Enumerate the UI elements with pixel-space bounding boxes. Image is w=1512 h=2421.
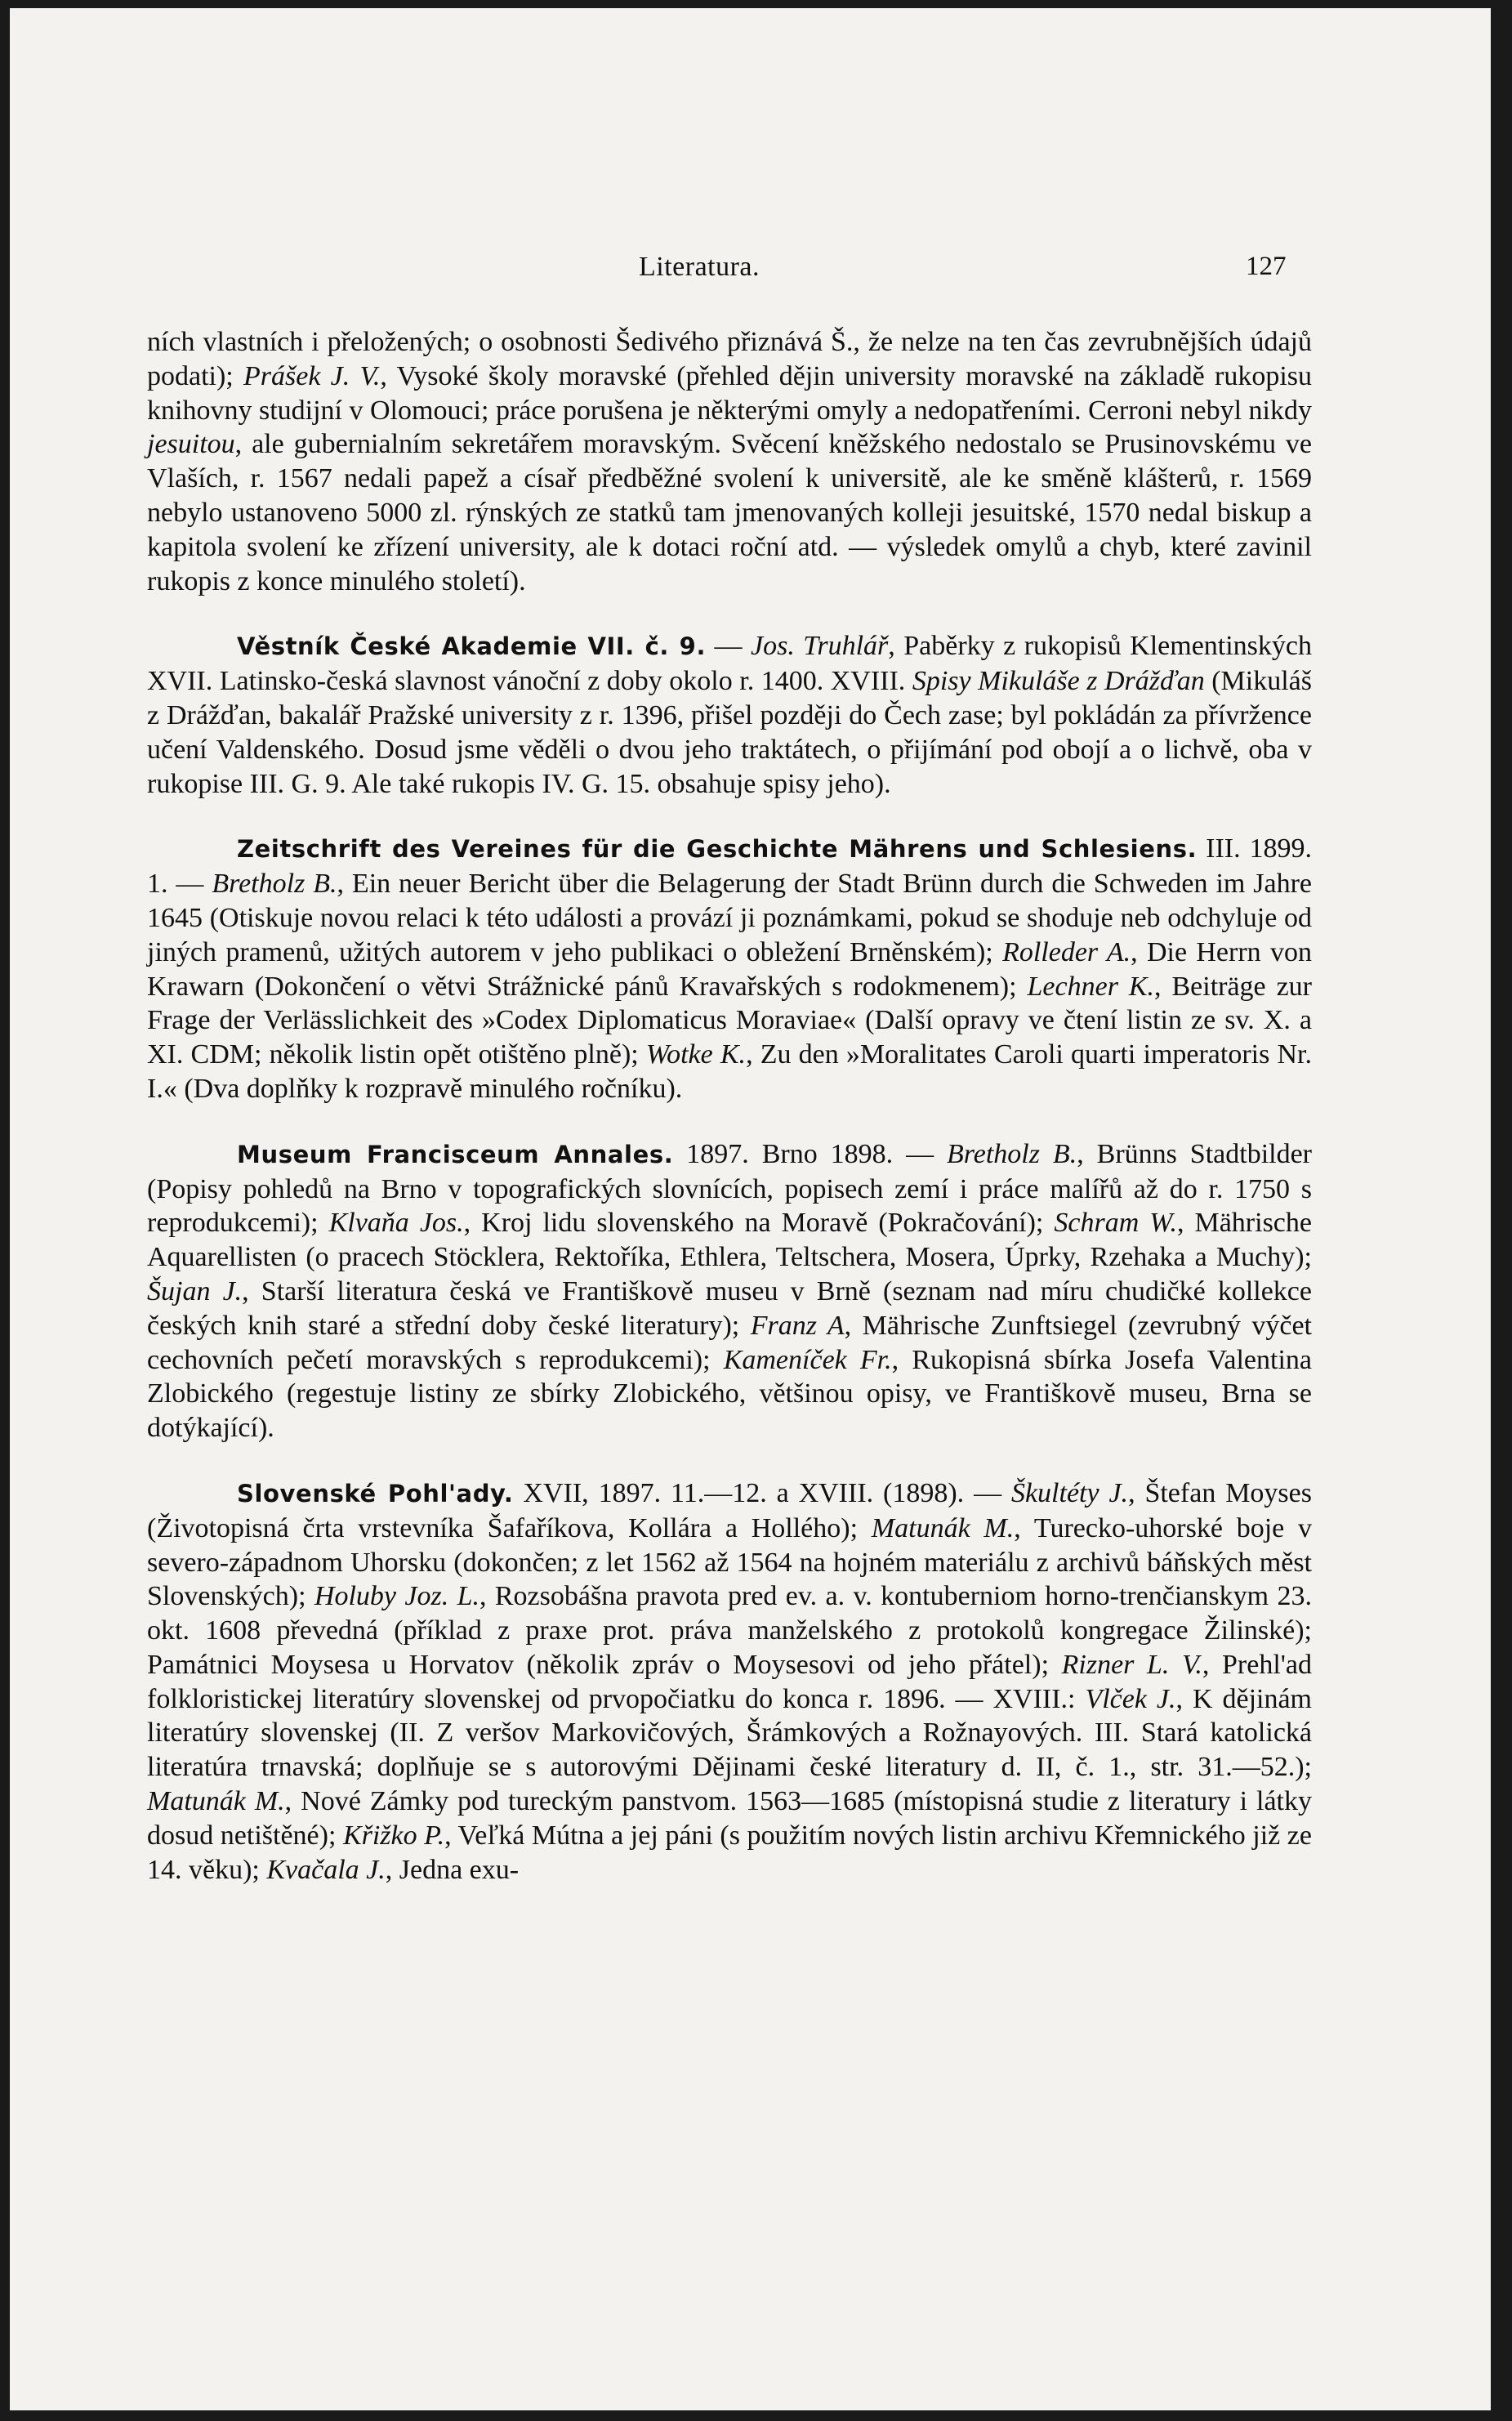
text-run: , Die Herrn von Krawarn (Dokončení o větvi Strážnické pánů Kravařských s rodokmenem); [147,936,1312,1002]
author-name: Spisy Mikuláše z Drážďan [912,666,1205,697]
paragraph-4 [147,1137,1312,1445]
journal-title: Zeitschrift des Vereines für die Geschichte Mährens und Schlesiens. [237,835,1198,864]
body-text [147,325,1312,1887]
text-run: , Mährische Zunftsiegel (zevrubný výčet cechovních pečetí moravských s reprodukcemi); [147,1310,1312,1375]
author-name: Matunák M. [871,1512,1015,1543]
author-name: Jos. Truhlář [751,631,889,662]
author-name: Schram W. [1054,1208,1177,1239]
author-name: Kvačala J. [266,1854,386,1885]
author-name: jesuitou [147,429,235,460]
author-name: Prášek J. V. [243,360,381,391]
journal-title: Slovenské Pohl'ady. [237,1479,514,1508]
text-run: ních vlastních i přeložených; o osobnosti Šedivého přiznává Š., že nelze na ten čas zevrubnějších údajů podati); [147,327,1312,391]
page-number: 127 [1246,252,1287,281]
author-name: Lechner K. [1027,971,1155,1002]
paragraph-3 [147,832,1312,1106]
text-run: — [706,631,752,662]
author-name: Bretholz B. [947,1138,1077,1169]
text-run: , Nové Zámky pod tureckým panstvom. 1563—1685 (místopisná studie z literatury i látky dosud netištěné); [147,1786,1312,1851]
text-run: , ale gubernialním sekretářem moravským. Svěcení kněžského nedostalo se Prusinovskému ve Vlaších, r. 1567 nedali papež a císař předběžné svolení k universitě, ale ke směně klášterů, r. 1569 nebylo ustanoveno 5000 zl. rýnských ze statků tam jmenovaných kolleji jesuitské, 1570 nedal biskup a kapitola svolení ke zřízení university, ale k dotaci roční atd. — výsledek omylů a chyb, které zavinil rukopis z konce minulého století). [147,429,1312,596]
text-run: , Paběrky z rukopisů Klementinských XVII. Latinsko-česká slavnost vánoční z doby okolo r. 1400. XVIII. [147,631,1313,697]
text-run: III. 1899. 1. — [147,833,1313,900]
text-run: 1897. Brno 1898. — [673,1138,948,1169]
text-run: , Zu den »Moralitates Caroli quarti imperatoris Nr. I.« (Dva doplňky k rozpravě minulého ročníku). [147,1039,1312,1104]
author-name: Šujan J. [147,1275,243,1307]
paragraph-5 [147,1476,1312,1887]
author-name: Škultéty J. [1010,1477,1129,1508]
text-run: , Rukopisná sbírka Josefa Valentina Zlobického (regestuje listiny ze sbírky Zlobického, většinou opisy, ve Františkově museu, Brna se dotýkající). [147,1344,1312,1444]
journal-title: Museum Francisceum Annales. [237,1140,674,1168]
paragraph-1 [147,325,1312,598]
text-run: , Štefan Moyses (Životopisná črta vrstevníka Šafaříkova, Kollára a Hollého); [147,1477,1312,1543]
journal-title: Věstník České Akademie VII. č. 9. [237,632,707,661]
text-run: , K dějinám literatúry slovenskej (II. Z veršov Markovičových, Šrámkových a Rožnayových. III. Stará katolická literatúra trnavská; doplňuje se s autorovými Dějinami české literatury d. II, č. 1., str. 31.—52.); [147,1683,1313,1783]
paragraph-2 [147,629,1312,801]
text-run: , Prehl'ad folkloristickej literatúry slovenskej od prvopočiatku do konca r. 1896. — XVIII.: [147,1649,1312,1714]
text-run: , Vysoké školy moravské (přehled dějin university moravské na základě rukopisu knihovny studijní v Olomouci; práce porušena je některými omyly a nedopatřeními. Cerroni nebyl nikdy [147,360,1312,426]
text-run: , Jedna exu- [385,1854,520,1885]
text-run: , Kroj lidu slovenského na Moravě (Pokračování); [463,1208,1055,1239]
text-run: , Beiträge zur Frage der Verlässlichkeit des »Codex Diplomaticus Moraviae« (Další opravy ve čtení listin ze sv. X. a XI. CDM; několik listin opět otištěno plně); [147,971,1312,1070]
author-name: Wotke K. [645,1039,747,1070]
text-run: , Turecko-uhorské boje v severo-západnom Uhorsku (dokončen; z let 1562 až 1564 na hojném materiálu z archivů báňských měst Slovenských); [147,1512,1313,1612]
author-name: Holuby Joz. L. [314,1581,479,1612]
author-name: Vlček J. [1085,1683,1176,1714]
author-name: Bretholz B. [212,869,337,900]
text-run: , Brünns Stadtbilder (Popisy pohledů na Brno v topografických slovnících, popisech zemí i práce malířů až do r. 1750 s reprodukcemi); [147,1138,1313,1239]
author-name: Klvaňa Jos. [328,1208,464,1239]
author-name: Rizner L. V. [1061,1649,1202,1680]
page-header [10,252,1491,293]
text-run: , Rozsobášna pravota pred ev. a. v. kontuberniom horno-trenčianskym 23. okt. 1608 převedná (příklad z praxe prot. práva manželského z protokolů kongregace Žilinské); Památnici Moysesa u Horvatov (několik zpráv o Moysesovi od jeho přátel); [147,1581,1312,1680]
text-run: , Mährische Aquarellisten (o pracech Stöcklera, Rektoříka, Ethlera, Teltschera, Mosera, Úprky, Rzehaka a Muchy); [147,1208,1312,1273]
page [10,8,1491,2410]
text-run: , Starší literatura česká ve Františkově museu v Brně (seznam nad míru chudičké kollekce českých knih staré a střední doby české literatury); [147,1275,1312,1341]
text-run: , Veľká Mútna a jej páni (s použitím nových listin archivu Křemnického již ze 14. věku); [147,1820,1312,1885]
text-run: , Ein neuer Bericht über die Belagerung der Stadt Brünn durch die Schweden im Jahre 1645 (Otiskuje novou relaci k této události a provází ji poznámkami, pokud se shoduje neb odchyluje od jiných pramenů, užitých autorem v jeho publikaci o obležení Brněnském); [147,869,1312,967]
author-name: Rolleder A. [1002,936,1131,967]
author-name: Kameníček Fr. [723,1344,892,1375]
running-title: Literatura. [639,252,760,282]
text-run: XVII, 1897. 11.—12. a XVIII. (1898). — [513,1477,1011,1508]
author-name: Křižko P. [342,1820,445,1851]
author-name: Matunák M. [147,1786,285,1817]
author-name: Franz A [750,1310,845,1341]
text-run: (Mikuláš z Drážďan, bakalář Pražské university z r. 1396, přišel později do Čech zase; byl pokládán za přívržence učení Valdenského. Dosud jsme věděli o dvou jeho traktátech, o přijímání pod obojí a o lichvě, oba v rukopise III. G. 9. Ale také rukopis IV. G. 15. obsahuje spisy jeho). [147,666,1312,799]
